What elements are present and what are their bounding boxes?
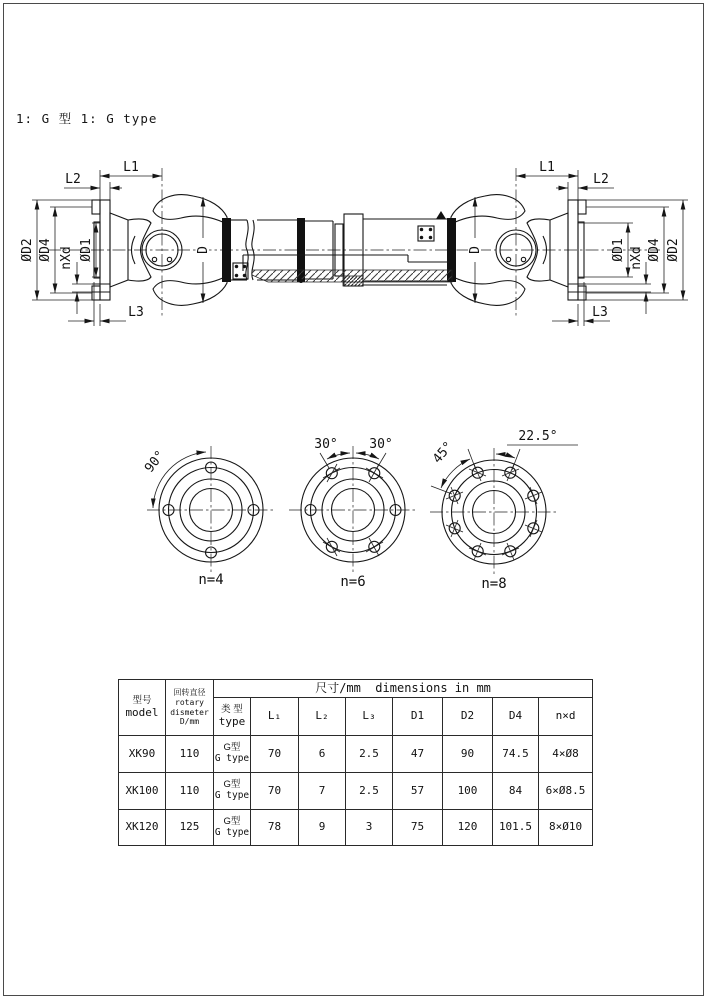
shaft-assembly <box>20 160 688 326</box>
bolt-count-n8: n=8 <box>481 576 507 592</box>
weld-mark <box>436 211 446 219</box>
cell-l2: 9 <box>299 810 346 846</box>
col-header-nxd: n×d <box>539 698 593 736</box>
col-header-l2: L₂ <box>299 698 346 736</box>
tube-section <box>231 211 452 286</box>
table-row <box>119 773 593 810</box>
dim-label-d4-left: ØD4 <box>38 238 53 262</box>
dim-label-nxd-right: nXd <box>629 246 644 270</box>
cell-d1: 57 <box>393 773 443 810</box>
col-header-l1: L₁ <box>251 698 299 736</box>
type-header-cn: 类 型 <box>221 703 243 715</box>
cell-d4: 74.5 <box>493 736 539 773</box>
angle-label-45: 45° <box>430 438 457 467</box>
bolt-count-n4: n=4 <box>198 572 224 588</box>
dimension-table <box>118 679 593 846</box>
dim-label-d1-right: ØD1 <box>611 238 626 262</box>
rotary-header-en3: D/mm <box>179 717 200 727</box>
model-header-en: model <box>125 705 159 719</box>
col-header-d1: D1 <box>393 698 443 736</box>
cell-l3: 2.5 <box>346 736 393 773</box>
col-header-d2: D2 <box>443 698 493 736</box>
dim-label-l2-left: L2 <box>65 172 81 187</box>
dim-label-d2-left: ØD2 <box>20 238 35 262</box>
cell-l2: 7 <box>299 773 346 810</box>
cell-model: XK90 <box>119 736 166 773</box>
type-header-en: type <box>218 714 246 728</box>
dim-label-d4-right: ØD4 <box>647 238 662 262</box>
cell-type: G型 G type <box>214 810 251 846</box>
rotary-header-cn: 回转直径 <box>173 688 206 698</box>
cell-rotary: 110 <box>166 773 214 810</box>
dim-label-d-right: D <box>468 246 483 254</box>
cell-d2: 100 <box>443 773 493 810</box>
cell-rotary: 125 <box>166 810 214 846</box>
seal-ring <box>222 218 231 282</box>
cell-d1: 47 <box>393 736 443 773</box>
model-header-cn: 型号 <box>132 694 152 706</box>
cell-l1: 70 <box>251 773 299 810</box>
dim-label-l1-right: L1 <box>539 160 555 175</box>
dim-label-l2-right: L2 <box>593 172 609 187</box>
cell-nxd: 8×Ø10 <box>539 810 593 846</box>
angle-label-30-right: 30° <box>369 437 393 452</box>
angle-label-22-5: 22.5° <box>518 429 558 444</box>
flange-view-n4 <box>142 446 275 588</box>
cell-l1: 78 <box>251 810 299 846</box>
col-header-d4: D4 <box>493 698 539 736</box>
angle-label-30-left: 30° <box>314 437 338 452</box>
dim-label-d1-left: ØD1 <box>79 238 94 262</box>
table-row <box>119 736 593 773</box>
col-header-model <box>119 680 166 736</box>
cell-model: XK100 <box>119 773 166 810</box>
cell-l3: 2.5 <box>346 773 393 810</box>
cell-type: G型 G type <box>214 736 251 773</box>
col-header-type <box>214 698 251 736</box>
dim-label-l3-right: L3 <box>592 305 608 320</box>
cell-type: G型 G type <box>214 773 251 810</box>
flange-view-n8 <box>430 429 578 592</box>
dim-label-l1-left: L1 <box>123 160 139 175</box>
dim-label-d-left: D <box>196 246 211 254</box>
cell-d1: 75 <box>393 810 443 846</box>
cell-l1: 70 <box>251 736 299 773</box>
col-header-l3: L₃ <box>346 698 393 736</box>
cell-l3: 3 <box>346 810 393 846</box>
type-note: 1: G 型 1: G type <box>16 111 158 126</box>
dim-label-d2-right: ØD2 <box>666 238 681 262</box>
flange-view-n6 <box>289 437 417 590</box>
col-header-rotary-diameter <box>166 680 214 736</box>
cell-d4: 101.5 <box>493 810 539 846</box>
cell-nxd: 6×Ø8.5 <box>539 773 593 810</box>
cell-l2: 6 <box>299 736 346 773</box>
table-row <box>119 810 593 846</box>
dim-label-nxd-left: nXd <box>59 246 74 270</box>
rotary-header-en1: rotary <box>175 697 204 707</box>
cell-d4: 84 <box>493 773 539 810</box>
cell-nxd: 4×Ø8 <box>539 736 593 773</box>
bolt-count-n6: n=6 <box>340 574 366 590</box>
rotary-header-en2: dismeter <box>170 707 209 717</box>
angle-label-90: 90° <box>142 447 169 476</box>
cell-rotary: 110 <box>166 736 214 773</box>
cell-d2: 120 <box>443 810 493 846</box>
cell-d2: 90 <box>443 736 493 773</box>
cell-model: XK120 <box>119 810 166 846</box>
dims-title: 尺寸/mm dimensions in mm <box>214 680 593 698</box>
dim-label-l3-left: L3 <box>128 305 144 320</box>
